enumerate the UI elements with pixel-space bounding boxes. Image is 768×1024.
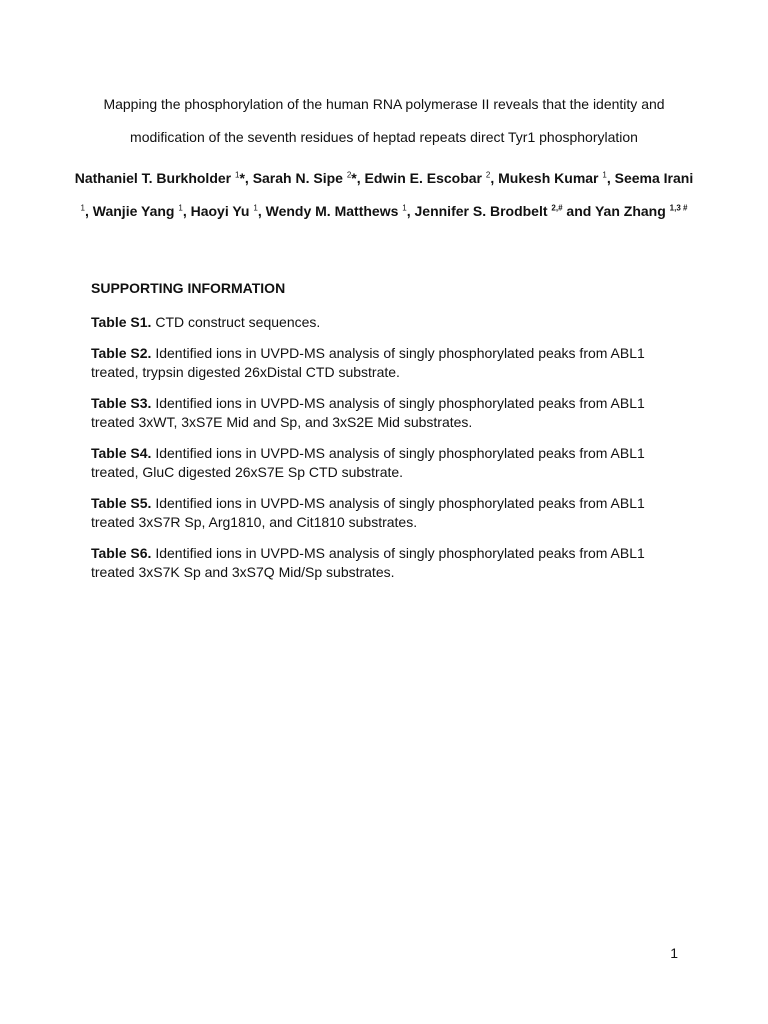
table-label: Table S3. bbox=[91, 395, 152, 411]
author-name: Mukesh Kumar bbox=[498, 170, 599, 186]
table-entry bbox=[91, 444, 691, 482]
author-affiliation: 1 bbox=[253, 203, 258, 213]
table-description: CTD construct sequences. bbox=[155, 314, 321, 330]
table-label: Table S1. bbox=[91, 314, 152, 330]
author-affiliation: 1 bbox=[80, 203, 85, 213]
author-name: Jennifer S. Brodbelt bbox=[414, 203, 548, 219]
author-affiliation: 1,3 # bbox=[669, 203, 688, 213]
title-line-1: Mapping the phosphorylation of the human RNA polymerase II reveals that the identity and bbox=[103, 96, 665, 112]
table-description: Identified ions in UVPD-MS analysis of singly phosphorylated peaks from ABL1 treated 3xS7K Sp and 3xS7Q Mid/Sp substrates. bbox=[91, 545, 645, 580]
table-entry bbox=[91, 394, 691, 432]
author-separator: , bbox=[244, 170, 253, 186]
table-entry bbox=[91, 313, 691, 332]
author-separator: , bbox=[356, 170, 365, 186]
author-separator: , bbox=[606, 170, 615, 186]
author-name: Haoyi Yu bbox=[190, 203, 250, 219]
author-separator: and bbox=[562, 203, 595, 219]
author-mark: * bbox=[351, 170, 357, 186]
table-description: Identified ions in UVPD-MS analysis of singly phosphorylated peaks from ABL1 treated, trypsin digested 26xDistal CTD substrate. bbox=[91, 345, 645, 380]
author-name: Seema Irani bbox=[614, 170, 694, 186]
author-affiliation: 2 bbox=[346, 170, 352, 180]
table-description: Identified ions in UVPD-MS analysis of singly phosphorylated peaks from ABL1 treated, GluC digested 26xS7E Sp CTD substrate. bbox=[91, 445, 645, 480]
author-separator: , bbox=[406, 203, 415, 219]
table-label: Table S2. bbox=[91, 345, 152, 361]
author-name: Yan Zhang bbox=[594, 203, 666, 219]
author-separator: , bbox=[257, 203, 266, 219]
author-name: Wendy M. Matthews bbox=[265, 203, 399, 219]
author-affiliation: 1 bbox=[235, 170, 240, 180]
author-separator: , bbox=[182, 203, 191, 219]
author-affiliation: 2,# bbox=[551, 203, 563, 213]
table-entry bbox=[91, 344, 691, 382]
author-affiliation: 1 bbox=[402, 203, 407, 213]
author-name: Edwin E. Escobar bbox=[364, 170, 483, 186]
author-name: Wanjie Yang bbox=[92, 203, 175, 219]
author-mark: * bbox=[239, 170, 245, 186]
title-line-2: modification of the seventh residues of heptad repeats direct Tyr1 phosphorylation bbox=[130, 129, 638, 145]
table-label: Table S4. bbox=[91, 445, 152, 461]
author-name: Nathaniel T. Burkholder bbox=[74, 170, 232, 186]
author-affiliation: 1 bbox=[602, 170, 607, 180]
paper-title bbox=[60, 88, 708, 154]
table-description: Identified ions in UVPD-MS analysis of singly phosphorylated peaks from ABL1 treated 3xS7R Sp, Arg1810, and Cit1810 substrates. bbox=[91, 495, 645, 530]
table-label: Table S6. bbox=[91, 545, 152, 561]
page-number: 1 bbox=[670, 945, 678, 961]
author-separator: , bbox=[490, 170, 499, 186]
table-entry bbox=[91, 544, 691, 582]
author-name: Sarah N. Sipe bbox=[252, 170, 343, 186]
supporting-table-list bbox=[91, 313, 691, 594]
author-affiliation: 1 bbox=[178, 203, 183, 213]
author-affiliation: 2 bbox=[485, 170, 491, 180]
section-heading: SUPPORTING INFORMATION bbox=[91, 280, 286, 296]
table-entry bbox=[91, 494, 691, 532]
author-separator: , bbox=[84, 203, 93, 219]
table-description: Identified ions in UVPD-MS analysis of singly phosphorylated peaks from ABL1 treated 3xWT, 3xS7E Mid and Sp, and 3xS2E Mid substrates. bbox=[91, 395, 645, 430]
table-label: Table S5. bbox=[91, 495, 152, 511]
author-list bbox=[70, 162, 698, 228]
